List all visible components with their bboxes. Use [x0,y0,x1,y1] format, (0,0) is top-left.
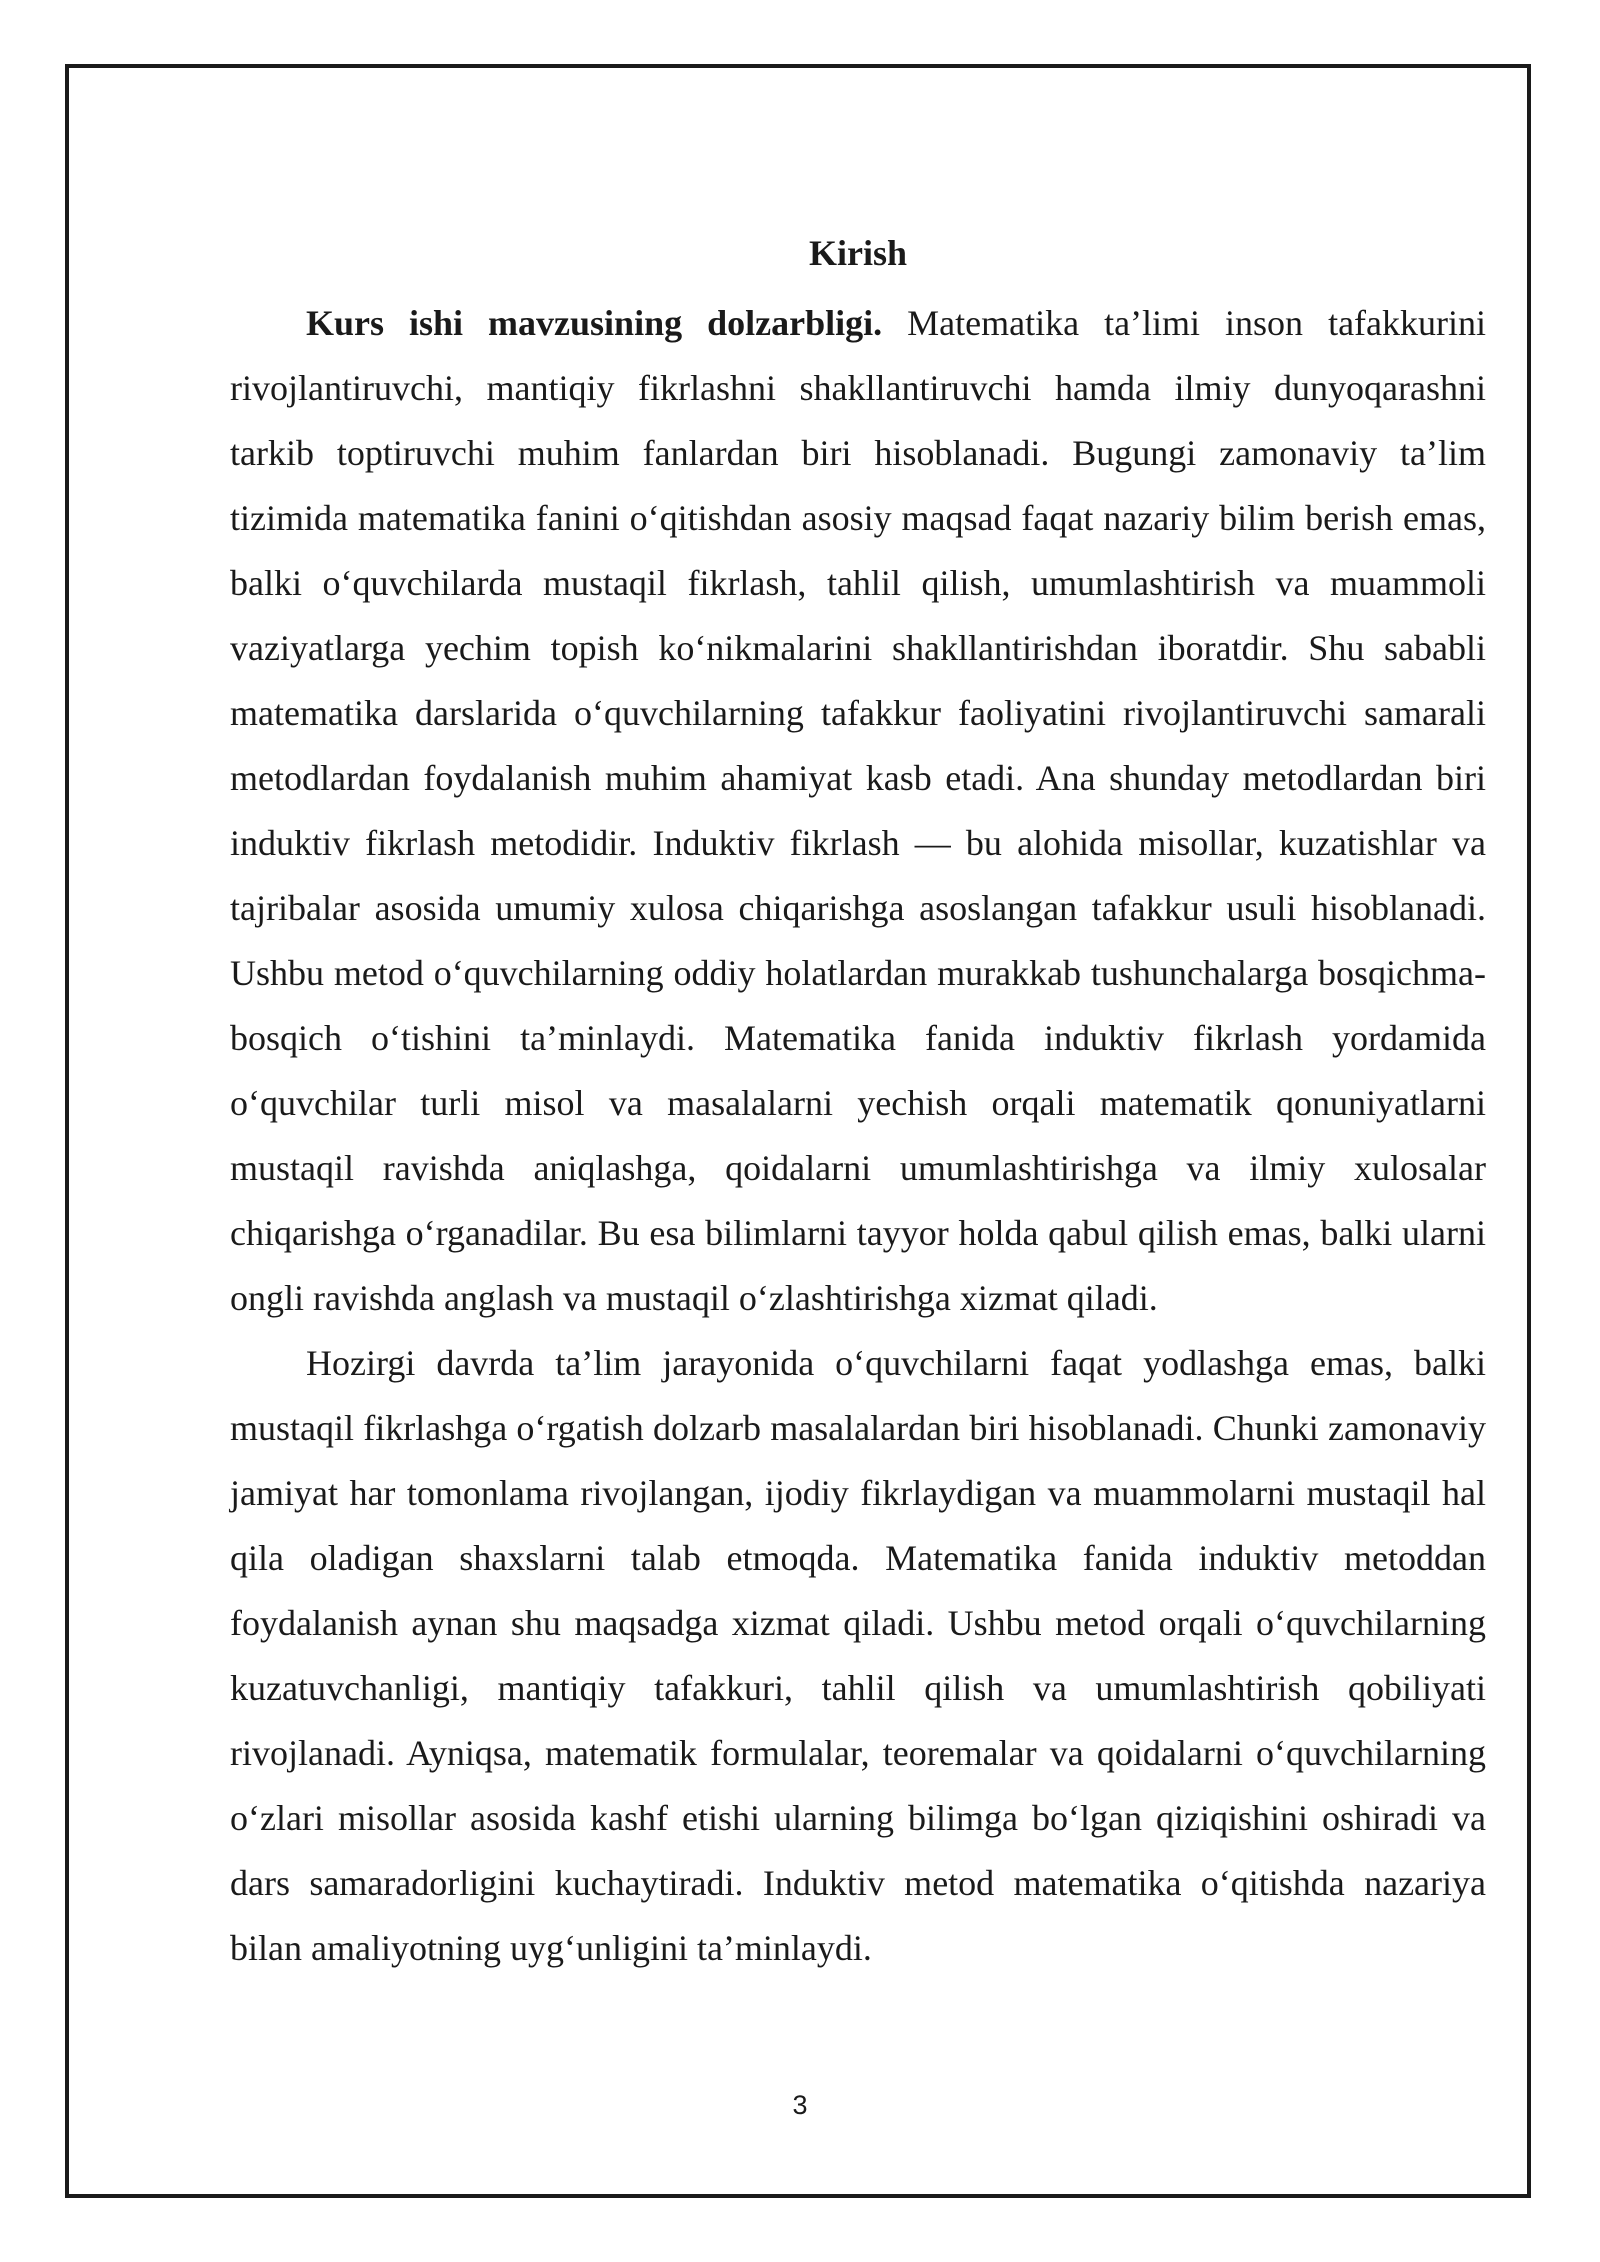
section-heading: Kirish [808,233,907,273]
page-number: 3 [792,2090,808,2120]
paragraph-text: Matematika ta’limi inson tafakkurini rivojlantiruvchi, mantiqiy fikrlashni shakllantiruvchi hamda ilmiy dunyoqarashni tarkib toptiruvchi muhim fanlardan biri hisoblanadi. Bugungi zamonaviy ta’lim tizimida matematika fanini o‘qitishdan asosiy maqsad faqat nazariy bilim berish emas, balki o‘quvchilarda mustaqil fikrlash, tahlil qilish, umumlashtirish va muammoli vaziyatlarga yechim topish ko‘nikmalarini shakllantirishdan iboratdir. Shu sababli matematika darslarida o‘quvchilarning tafakkur faoliyatini rivojlantiruvchi samarali metodlardan foydalanish muhim ahamiyat kasb etadi. Ana shunday metodlardan biri induktiv fikrlash metodidir. Induktiv fikrlash — bu alohida misollar, kuzatishlar va tajribalar asosida umumiy xulosa chiqarishga asoslangan tafakkur usuli hisoblanadi. Ushbu metod o‘quvchilarning oddiy holatlardan murakkab tushunchalarga bosqichma-bosqich o‘tishini ta’minlaydi. Matematika fanida induktiv fikrlash yordamida o‘quvchilar turli misol va masalalarni yechish orqali matematik qonuniyatlarni mustaqil ravishda aniqlashga, qoidalarni umumlashtirishga va ilmiy xulosalar chiqarishga o‘rganadilar. Bu esa bilimlarni tayyor holda qabul qilish emas, balki ularni ongli ravishda anglash va mustaqil o‘zlashtirishga xizmat qiladi. [230,303,1487,1318]
paragraph-relevance [230,291,1486,1331]
paragraph-lead: Kurs ishi mavzusining dolzarbligi. [306,303,883,343]
document-body [230,225,1486,1981]
paragraph-text: Hozirgi davrda ta’lim jarayonida o‘quvchilarni faqat yodlashga emas, balki mustaqil fikrlashga o‘rgatish dolzarb masalalardan biri hisoblanadi. Chunki zamonaviy jamiyat har tomonlama rivojlangan, ijodiy fikrlaydigan va muammolarni mustaqil hal qila oladigan shaxslarni talab etmoqda. Matematika fanida induktiv metoddan foydalanish aynan shu maqsadga xizmat qiladi. Ushbu metod orqali o‘quvchilarning kuzatuvchanligi, mantiqiy tafakkuri, tahlil qilish va umumlashtirish qobiliyati rivojlanadi. Ayniqsa, matematik formulalar, teoremalar va qoidalarni o‘quvchilarning o‘zlari misollar asosida kashf etishi ularning bilimga bo‘lgan qiziqishini oshiradi va dars samaradorligini kuchaytiradi. Induktiv metod matematika o‘qitishda nazariya bilan amaliyotning uyg‘unligini ta’minlaydi. [230,1343,1486,1968]
paragraph-current-period [230,1331,1486,1981]
